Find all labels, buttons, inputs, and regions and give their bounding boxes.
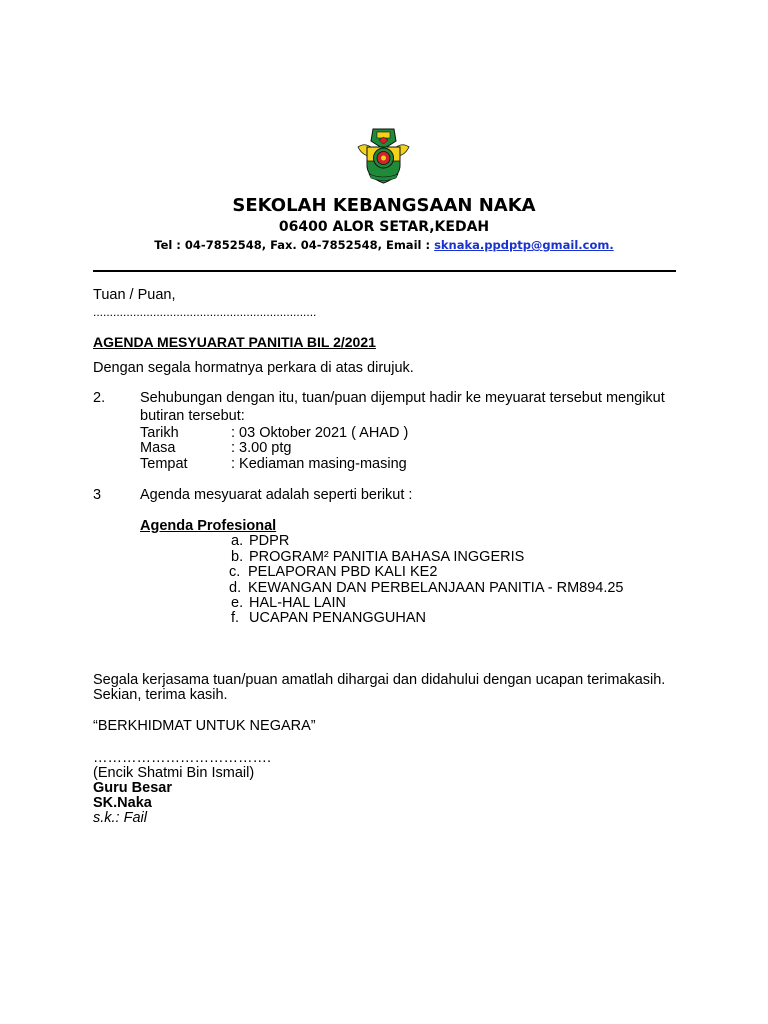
agenda-item-letter: c.	[229, 564, 241, 580]
agenda-item-text: PROGRAM² PANITIA BAHASA INGGERIS	[249, 549, 525, 565]
agenda-item-text: UCAPAN PENANGGUHAN	[249, 610, 426, 626]
salutation: Tuan / Puan,	[93, 287, 176, 303]
carbon-copy: s.k.: Fail	[93, 810, 147, 826]
school-name: SEKOLAH KEBANGSAAN NAKA	[232, 195, 536, 216]
detail-value-time: : 3.00 ptg	[231, 440, 292, 456]
agenda-item-text: HAL-HAL LAIN	[249, 595, 346, 611]
agenda-heading: Agenda Profesional	[140, 518, 277, 534]
signer-position: Guru Besar	[93, 780, 172, 796]
detail-label-time: Masa	[140, 440, 176, 456]
closing-thanks: Sekian, terima kasih.	[93, 687, 228, 703]
recipient-name-dots: ...................................................................	[93, 305, 317, 319]
para3-text: Agenda mesyuarat adalah seperti berikut :	[140, 487, 413, 503]
signer-school: SK.Naka	[93, 795, 152, 811]
detail-label-date: Tarikh	[140, 425, 179, 441]
agenda-item-letter: e.	[231, 595, 244, 611]
agenda-item-letter: f.	[231, 610, 240, 626]
detail-value-date: : 03 Oktober 2021 ( AHAD )	[231, 425, 409, 441]
school-contact	[0, 238, 768, 252]
letter-subject: AGENDA MESYUARAT PANITIA BIL 2/2021	[93, 334, 376, 350]
agenda-item-letter: b.	[231, 549, 244, 565]
motto: “BERKHIDMAT UNTUK NEGARA”	[93, 718, 316, 734]
email-link[interactable]: sknaka.ppdptp@gmail.com.	[434, 238, 614, 252]
contact-phone-fax: Tel : 04-7852548, Fax. 04-7852548, Email :	[154, 238, 435, 252]
signature-line: ……………………………….	[93, 750, 272, 766]
agenda-item-text: PDPR	[249, 533, 290, 549]
school-crest-logo	[355, 127, 412, 185]
para2-line1: Sehubungan dengan itu, tuan/puan dijemput hadir ke meyuarat tersebut mengikut	[140, 390, 665, 406]
para2-line2: butiran tersebut:	[140, 408, 245, 424]
intro-paragraph: Dengan segala hormatnya perkara di atas dirujuk.	[93, 360, 414, 376]
header-divider	[93, 270, 676, 272]
agenda-item-text: KEWANGAN DAN PERBELANJAAN PANITIA - RM894.25	[248, 580, 624, 596]
detail-label-place: Tempat	[140, 456, 188, 472]
detail-value-place: : Kediaman masing-masing	[231, 456, 407, 472]
para2-number: 2.	[93, 390, 106, 406]
para3-number: 3	[93, 487, 102, 503]
closing-paragraph: Segala kerjasama tuan/puan amatlah dihargai dan didahului dengan ucapan terimakasih.	[93, 672, 666, 688]
agenda-item-text: PELAPORAN PBD KALI KE2	[248, 564, 438, 580]
school-address: 06400 ALOR SETAR,KEDAH	[278, 219, 490, 235]
agenda-item-letter: a.	[231, 533, 244, 549]
agenda-item-letter: d.	[229, 580, 242, 596]
signer-name: (Encik Shatmi Bin Ismail)	[93, 765, 255, 781]
